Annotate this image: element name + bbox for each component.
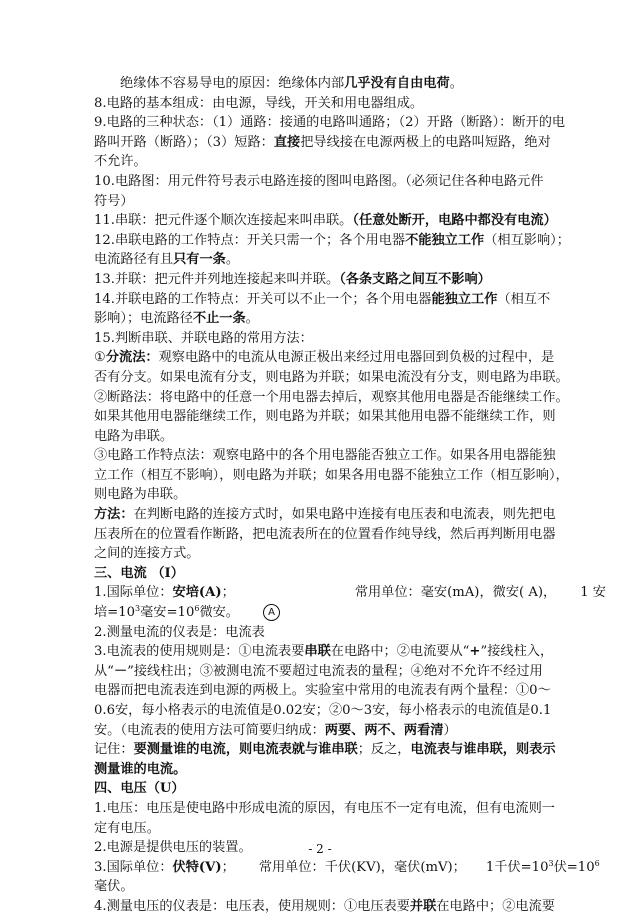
text-line bbox=[94, 94, 582, 114]
text-line bbox=[94, 250, 582, 270]
text-segment: 不允许。 bbox=[94, 154, 147, 170]
text-line bbox=[94, 74, 582, 94]
text-line bbox=[94, 760, 582, 780]
text-segment: 13.并联：把元件并列地连接起来叫并联。 bbox=[94, 271, 340, 287]
text-line bbox=[94, 642, 582, 662]
text-segment: 如果其他用电器能继续工作，则电路为并联；如果其他用电器不能继续工作，则 bbox=[94, 409, 556, 425]
text-segment: 把导线接在电源两极上的电路叫短路，绝对 bbox=[300, 134, 551, 150]
text-segment: 1.电压：电压是使电路中形成电流的原因，有电压不一定有电流，但有电流则一 bbox=[94, 800, 555, 816]
text-line bbox=[94, 427, 582, 447]
page-number: - 2 - bbox=[308, 842, 332, 856]
text-segment: 。 bbox=[225, 252, 240, 268]
text-line bbox=[94, 466, 582, 486]
text-segment: 定有电压。 bbox=[94, 820, 160, 836]
text-segment: ；反之， bbox=[357, 742, 411, 758]
text-segment: 观察电路中的电流从电源正极出来经过用电器回到负极的过程中，是 bbox=[158, 350, 555, 366]
text-line bbox=[94, 662, 582, 682]
text-line bbox=[94, 721, 582, 741]
text-segment: 从“ bbox=[94, 663, 114, 679]
bold-text: 并联 bbox=[409, 898, 437, 914]
text-segment: ） bbox=[443, 722, 457, 738]
text-segment: 立工作（相互不影响），则电路为并联；如果各用电器不能独立工作（相互影响）， bbox=[94, 467, 569, 483]
text-segment: 安。（电流表的使用方法可简要归纳成： bbox=[94, 722, 325, 738]
text-segment: 在电路中；②电流要从“ bbox=[330, 644, 470, 660]
text-line bbox=[94, 603, 582, 623]
text-segment: ②断路法：将电路中的任意一个用电器去掉后，观察其他用电器是否能继续工作。 bbox=[94, 389, 569, 405]
document-body bbox=[94, 74, 606, 917]
text-line bbox=[94, 564, 582, 584]
text-segment: 路叫开路（断路）；（3）短路： bbox=[94, 134, 274, 150]
text-line bbox=[94, 544, 582, 564]
text-line bbox=[94, 231, 582, 251]
bold-text: 要测量谁的电流，则电流表就与谁串联 bbox=[133, 742, 358, 758]
text-segment: 常用单位：千伏(KV)，毫伏(mV)； bbox=[258, 859, 466, 875]
text-segment: 电路为串联。 bbox=[94, 428, 174, 444]
bold-text: 安培(A) bbox=[172, 585, 222, 601]
text-segment: 常用单位：毫安(mA)，微安( A)， bbox=[354, 585, 557, 601]
text-line bbox=[94, 681, 582, 701]
text-segment: 10.电路图：用元件符号表示电路连接的图叫电路图。（必须记住各种电路元件 bbox=[94, 173, 544, 189]
text-segment: 微安。 bbox=[199, 605, 239, 621]
bold-text: 测量谁的电流。 bbox=[94, 761, 187, 777]
bold-text: 不能独立工作 bbox=[405, 232, 485, 248]
text-segment: 0.6安，每小格表示的电流值是0.02安；②0～3安，每小格表示的电流值是0.1 bbox=[94, 703, 552, 718]
text-line bbox=[94, 329, 582, 349]
text-segment: 3.国际单位： bbox=[94, 859, 173, 875]
text-segment: ”接线柱入， bbox=[480, 644, 554, 660]
text-segment: 绝缘体不容易导电的原因：绝缘体内部 bbox=[120, 76, 345, 91]
text-segment: 。 bbox=[245, 311, 259, 327]
text-line bbox=[94, 348, 582, 368]
text-segment: 11.串联：把元件逐个顺次连接起来叫串联。 bbox=[94, 213, 353, 229]
bold-text: （任意处断开，电路中都没有电流） bbox=[352, 213, 557, 229]
text-line bbox=[94, 192, 582, 212]
text-segment: （相互影响）； bbox=[484, 232, 570, 248]
bold-text: 方法： bbox=[94, 507, 134, 523]
text-line bbox=[94, 211, 582, 231]
bold-text: 几乎没有自由电荷 bbox=[344, 76, 450, 91]
text-line bbox=[94, 368, 582, 388]
text-segment: ； bbox=[221, 859, 235, 875]
text-line bbox=[94, 623, 582, 643]
ammeter-symbol-icon: A bbox=[263, 604, 280, 621]
text-line bbox=[94, 290, 582, 310]
text-segment: 否有分支。如果电流有分支，则电路为并联；如果电流没有分支，则电路为串联。 bbox=[94, 369, 569, 385]
text-line bbox=[94, 407, 582, 427]
bold-text: 电流表与谁串联，则表示 bbox=[410, 742, 556, 758]
text-line bbox=[94, 309, 582, 329]
text-line bbox=[94, 172, 582, 192]
text-line bbox=[94, 152, 582, 172]
bold-text: 两要、两不、两看清 bbox=[324, 722, 444, 738]
bold-text: 只有一条 bbox=[173, 252, 226, 268]
text-segment: 4.测量电压的仪表是：电压表，使用规则：①电压表要 bbox=[94, 898, 410, 914]
bold-text: 能独立工作 bbox=[431, 291, 498, 307]
text-line bbox=[94, 877, 582, 897]
text-line bbox=[94, 701, 582, 721]
text-segment: 9.电路的三种状态：（1）通路：接通的电路叫通路；（2）开路（断路）：断开的电 bbox=[94, 115, 566, 131]
text-segment: 压表所在的位置看作断路，把电流表所在的位置看作纯导线，然后再判断用电器 bbox=[94, 526, 556, 542]
text-segment: 8.电路的基本组成：由电源，导线，开关和用电器组成。 bbox=[94, 95, 424, 111]
text-line bbox=[94, 446, 582, 466]
text-segment: 在电路中；②电流要 bbox=[436, 898, 555, 914]
text-segment: 伏=10 bbox=[553, 859, 595, 875]
text-line bbox=[94, 485, 582, 505]
bold-text: 伏特(V) bbox=[172, 859, 222, 875]
text-line bbox=[94, 113, 582, 133]
bold-text: － bbox=[113, 663, 128, 679]
text-segment: 记住： bbox=[94, 742, 134, 758]
text-segment: 之间的连接方式。 bbox=[94, 546, 200, 562]
text-segment: 3.电流表的使用规则是：①电流表要 bbox=[94, 644, 305, 660]
text-segment: ③电路工作特点法：观察电路中的各个用电器能否独立工作。如果各用电器能独 bbox=[94, 448, 556, 464]
bold-text: 分流法： bbox=[105, 350, 159, 366]
text-line bbox=[94, 740, 582, 760]
text-segment: 培=10 bbox=[94, 605, 136, 621]
text-segment: 1.国际单位： bbox=[94, 585, 173, 601]
text-segment: ① bbox=[94, 350, 106, 366]
bold-text: 三、电流 （I） bbox=[94, 565, 184, 581]
superscript: 6 bbox=[594, 858, 600, 868]
text-line bbox=[94, 505, 582, 525]
text-line bbox=[94, 819, 582, 839]
text-segment: 2.测量电流的仪表是：电流表 bbox=[94, 624, 265, 640]
text-segment: 1 安 bbox=[580, 585, 606, 601]
text-segment: 电器而把电流表连到电源的两极上。实验室中常用的电流表有两个量程：①0～ bbox=[94, 683, 551, 699]
text-line bbox=[94, 858, 600, 878]
text-segment: 影响）；电流路径 bbox=[94, 311, 193, 327]
bold-text: 直接 bbox=[273, 134, 301, 150]
text-line bbox=[94, 583, 606, 603]
superscript: 3 bbox=[548, 858, 554, 868]
text-line bbox=[94, 270, 582, 290]
text-segment: 毫安=10 bbox=[140, 605, 195, 621]
bold-text: 串联 bbox=[304, 644, 331, 660]
text-segment: 12.串联电路的工作特点：开关只需一个；各个用电器 bbox=[94, 232, 406, 248]
text-line bbox=[94, 525, 582, 545]
text-line bbox=[94, 779, 582, 799]
superscript: 3 bbox=[135, 604, 141, 614]
superscript: 6 bbox=[194, 604, 200, 614]
text-line bbox=[94, 897, 582, 917]
text-line bbox=[94, 133, 582, 153]
text-segment: （相互不 bbox=[497, 291, 551, 307]
text-segment: 在判断电路的连接方式时，如果电路中连接有电压表和电流表，则先把电 bbox=[133, 507, 556, 523]
text-segment: 2.电源是提供电压的装置。 bbox=[94, 840, 252, 856]
bold-text: 四、电压（U） bbox=[94, 781, 185, 797]
text-segment: 电流路径有且 bbox=[94, 252, 174, 268]
text-segment: 15.判断串联、并联电路的常用方法： bbox=[94, 330, 313, 346]
text-line bbox=[94, 388, 582, 408]
text-segment: 则电路为串联。 bbox=[94, 487, 187, 503]
text-segment: 14.并联电路的工作特点：开关可以不止一个；各个用电器 bbox=[94, 291, 432, 307]
text-segment: 毫伏。 bbox=[94, 879, 134, 895]
bold-text: （各条支路之间互不影响） bbox=[339, 271, 491, 287]
bold-text: 不止一条 bbox=[192, 311, 246, 327]
text-segment: 1千伏=10 bbox=[485, 859, 549, 875]
text-segment: ”接线柱出；③被测电流不要超过电流表的量程；④绝对不允许不经过用 bbox=[127, 663, 543, 679]
text-segment: ； bbox=[221, 585, 235, 601]
bold-text: + bbox=[469, 644, 481, 660]
text-segment: 。 bbox=[449, 76, 463, 91]
text-line bbox=[94, 799, 582, 819]
text-segment: 符号） bbox=[94, 193, 134, 209]
